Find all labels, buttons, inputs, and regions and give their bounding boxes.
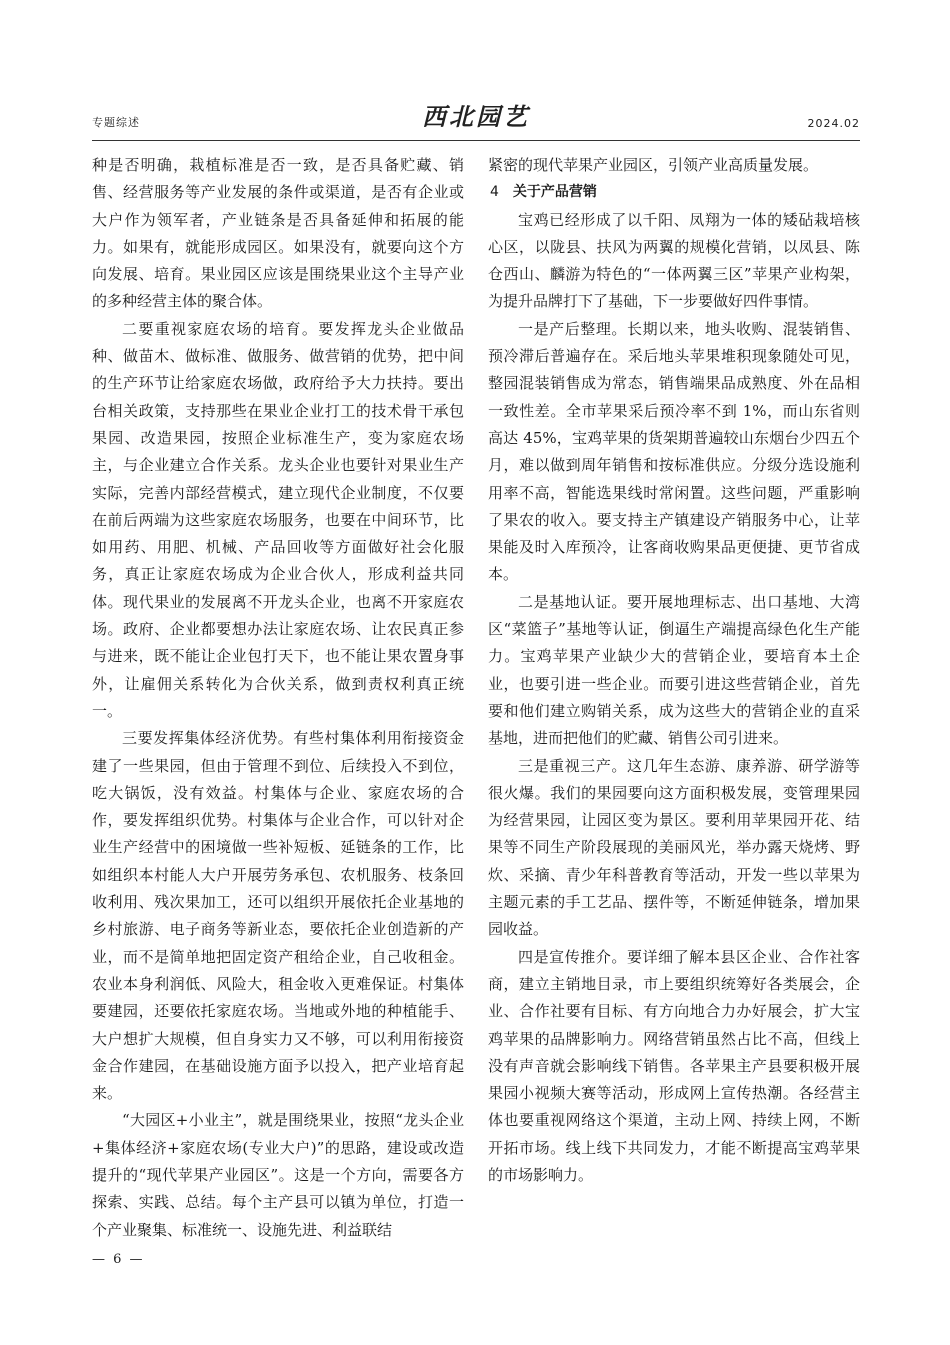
section-label: 专题综述 bbox=[92, 116, 140, 129]
section-number: 4 bbox=[490, 184, 499, 201]
paragraph: 四是宣传推介。要详细了解本县区企业、合作社客商，建立主销地目录，市上要组织统筹好各类展会，企业、合作社要有目标、有方向地合力办好展会，扩大宝鸡苹果的品牌影响力。网络营销虽然占比不高，但线上没有声音就会影响线下销售。各苹果主产县要积极开展果园小视频大赛等活动，形成网上宣传热潮。各经营主体也要重视网络这个渠道，主动上网、持续上网，不断开拓市场。线上线下共同发力，才能不断提高宝鸡苹果的市场影响力。 bbox=[488, 947, 860, 1184]
paragraph: 宝鸡已经形成了以千阳、凤翔为一体的矮砧栽培核心区，以陇县、扶风为两翼的规模化营销，以凤县、陈仓西山、麟游为特色的“一体两翼三区”苹果产业构架，为提升品牌打下了基础，下一步要做好四件事情。 bbox=[488, 210, 860, 311]
left-column bbox=[92, 152, 464, 1244]
section-heading bbox=[488, 179, 860, 206]
right-column bbox=[488, 152, 860, 1189]
paragraph: 三要发挥集体经济优势。有些村集体利用衔接资金建了一些果园，但由于管理不到位、后续投入不到位，吃大锅饭，没有效益。村集体与企业、家庭农场的合作，要发挥组织优势。村集体与企业合作，可以针对企业生产经营中的困境做一些补短板、延链条的工作，比如组织本村能人大户开展劳务承包、农机服务、枝条回收利用、残次果加工，还可以组织开展依托企业基地的乡村旅游、电子商务等新业态，要依托企业创造新的产业，而不是简单地把固定资产租给企业，自己收租金。农业本身利润低、风险大，租金收入更难保证。村集体要建园，还要依托家庭农场。当地或外地的种植能手、大户想扩大规模，但自身实力又不够，可以利用衔接资金合作建园，在基础设施方面予以投入，把产业培育起来。 bbox=[92, 729, 464, 1103]
paragraph: 种是否明确，栽植标准是否一致，是否具备贮藏、销售、经营服务等产业发展的条件或渠道，是否有企业或大户作为领军者，产业链条是否具备延伸和拓展的能力。如果有，就能形成园区。如果没有，就要向这个方向发展、培育。果业园区应该是围绕果业这个主导产业的多种经营主体的聚合体。 bbox=[92, 156, 464, 311]
page-header bbox=[92, 96, 860, 136]
section-title: 关于产品营销 bbox=[512, 184, 597, 201]
page-number: — 6 — bbox=[92, 1252, 145, 1267]
issue-number: 2024.02 bbox=[807, 117, 860, 130]
header-divider bbox=[92, 140, 860, 141]
paragraph: 二是基地认证。要开展地理标志、出口基地、大湾区“菜篮子”基地等认证，倒逼生产端提高绿色化生产能力。宝鸡苹果产业缺少大的营销企业，要培育本土企业，也要引进一些企业。而要引进这些营销企业，首先要和他们建立购销关系，成为这些大的营销企业的直采基地，进而把他们的贮藏、销售公司引进来。 bbox=[488, 592, 860, 748]
paragraph: 紧密的现代苹果产业园区，引领产业高质量发展。 bbox=[488, 156, 819, 174]
journal-logo: 西北园艺 bbox=[422, 102, 530, 131]
paragraph: “大园区+小业主”，就是围绕果业，按照“龙头企业+集体经济+家庭农场(专业大户)”的思路，建设或改造提升的“现代苹果产业园区”。这是一个方向，需要各方探索、实践、总结。每个主产县可以镇为单位，打造一个产业聚集、标准统一、设施先进、利益联结 bbox=[92, 1111, 464, 1239]
paragraph: 一是产后整理。长期以来，地头收购、混装销售、预冷滞后普遍存在。采后地头苹果堆积现象随处可见，整园混装销售成为常态，销售端果品成熟度、外在品相一致性差。全市苹果采后预冷率不到 1%，而山东省则高达 45%，宝鸡苹果的货架期普遍较山东烟台少四五个月，难以做到周年销售和按标准供应。分级分选设施利用率不高，智能选果线时常闲置。这些问题，严重影响了果农的收入。要支持主产镇建设产销服务中心，让苹果能及时入库预冷，让客商收购果品更便捷、更节省成本。 bbox=[488, 319, 860, 584]
paragraph: 三是重视三产。这几年生态游、康养游、研学游等很火爆。我们的果园要向这方面积极发展，变管理果园为经营果园，让园区变为景区。要利用苹果园开花、结果等不同生产阶段展现的美丽风光，举办露天烧烤、野炊、采摘、青少年科普教育等活动，开发一些以苹果为主题元素的手工艺品、摆件等，不断延伸链条，增加果园收益。 bbox=[488, 756, 860, 939]
paragraph: 二要重视家庭农场的培育。要发挥龙头企业做品种、做苗木、做标准、做服务、做营销的优势，把中间的生产环节让给家庭农场做，政府给予大力扶持。要出台相关政策，支持那些在果业企业打工的技术骨干承包果园、改造果园，按照企业标准生产，变为家庭农场主，与企业建立合作关系。龙头企业也要针对果业生产实际，完善内部经营模式，建立现代企业制度，不仅要在前后两端为这些家庭农场服务，也要在中间环节，比如用药、用肥、机械、产品回收等方面做好社会化服务，真正让家庭农场成为企业合伙人，形成利益共同体。现代果业的发展离不开龙头企业，也离不开家庭农场。政府、企业都要想办法让家庭农场、让农民真正参与进来，既不能让企业包打天下，也不能让果农置身事外，让雇佣关系转化为合伙关系，做到责权利真正统一。 bbox=[92, 319, 464, 720]
